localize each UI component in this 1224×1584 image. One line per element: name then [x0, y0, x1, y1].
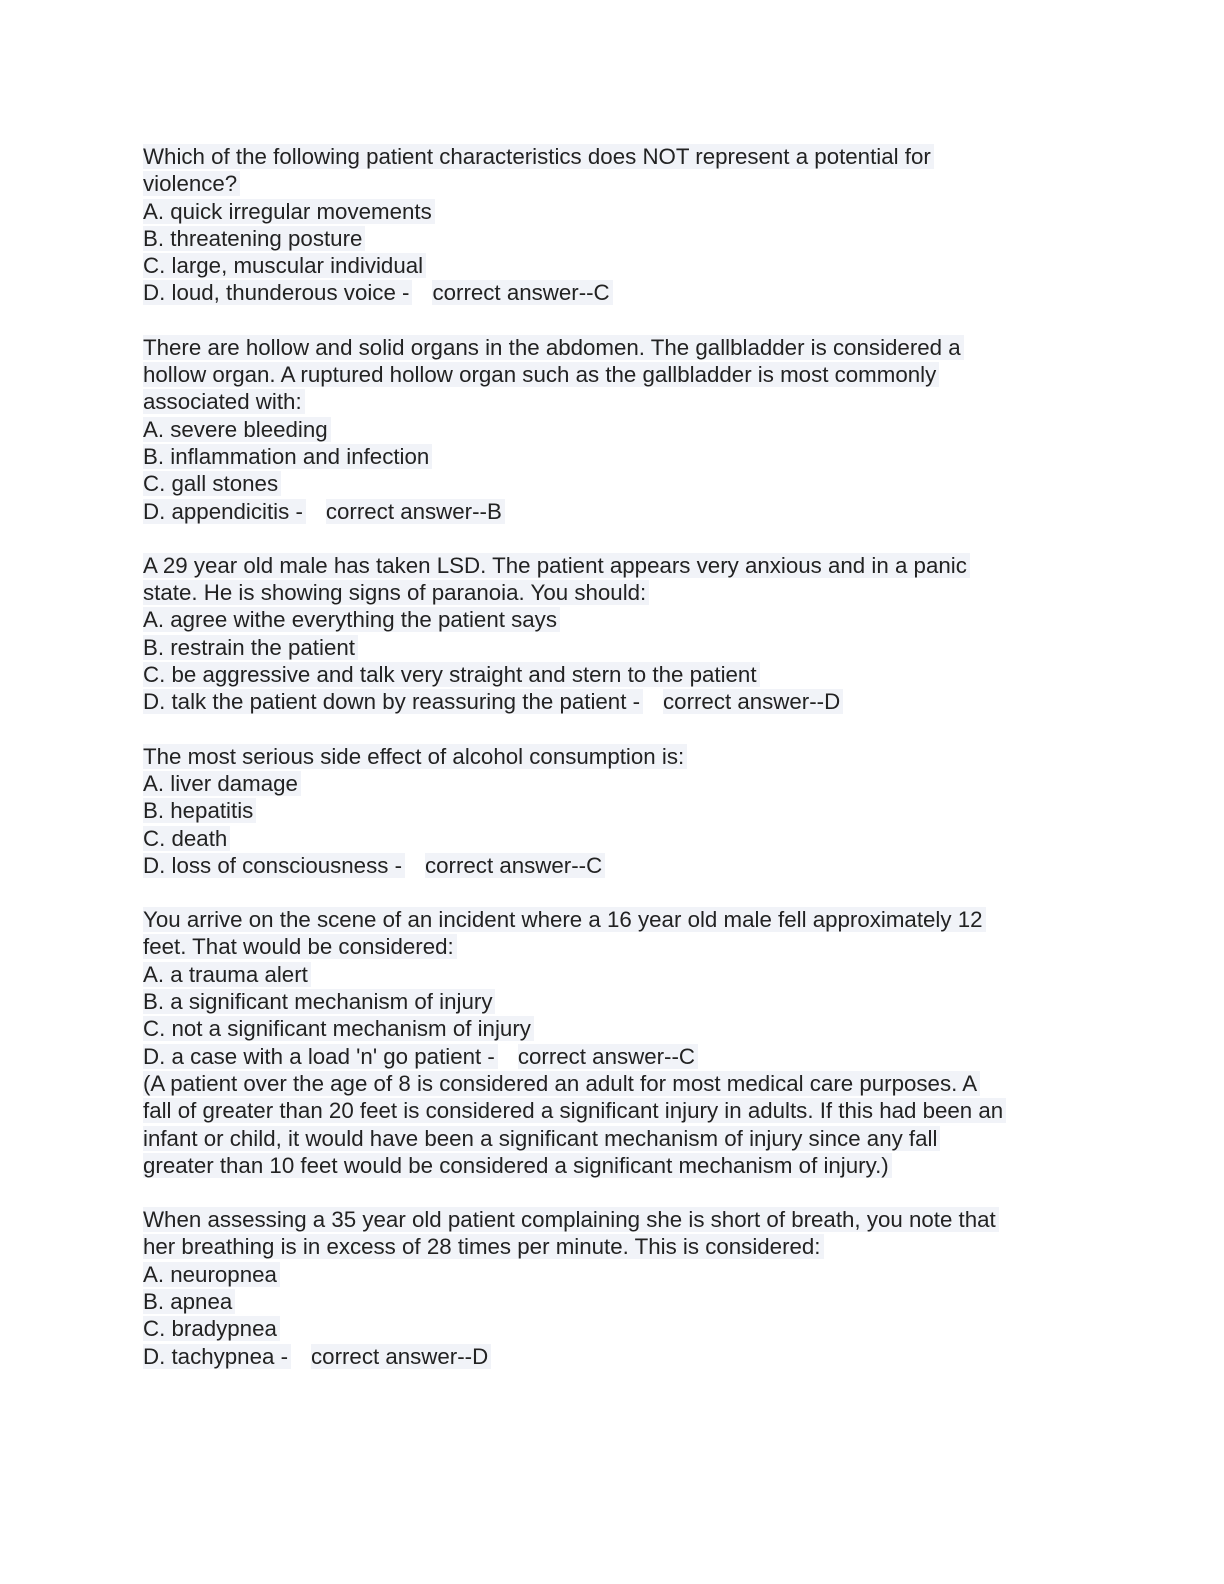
question-text: A 29 year old male has taken LSD. The patient appears very anxious and in a panic: [143, 553, 970, 578]
answer-option: B. a significant mechanism of injury: [143, 989, 495, 1014]
answer-option: D. loud, thunderous voice -: [143, 280, 412, 305]
question-text-line: [143, 143, 1073, 170]
explanation-text: greater than 10 feet would be considered a significant mechanism of injury.): [143, 1153, 892, 1178]
answer-option-line: [143, 1261, 1073, 1288]
explanation-text-line: [143, 1070, 1073, 1097]
answer-option-line: [143, 825, 1073, 852]
answer-option: C. not a significant mechanism of injury: [143, 1016, 534, 1041]
answer-option: A. a trauma alert: [143, 962, 311, 987]
question-text-line: [143, 579, 1073, 606]
explanation-text: (A patient over the age of 8 is considered an adult for most medical care purposes. A: [143, 1071, 980, 1096]
answer-option: D. loss of consciousness -: [143, 853, 405, 878]
question-text-line: [143, 334, 1073, 361]
answer-option-line: [143, 770, 1073, 797]
answer-option: C. large, muscular individual: [143, 253, 426, 278]
correct-answer: correct answer--C: [425, 853, 605, 878]
correct-answer: correct answer--D: [663, 689, 843, 714]
answer-option: B. inflammation and infection: [143, 444, 432, 469]
answer-option-line: [143, 797, 1073, 824]
correct-answer: correct answer--C: [432, 280, 612, 305]
question-block: [143, 552, 1073, 716]
answer-option-line: [143, 1015, 1073, 1042]
explanation-text-line: [143, 1152, 1073, 1179]
question-block: [143, 906, 1073, 1179]
question-block: [143, 1206, 1073, 1370]
answer-option: A. quick irregular movements: [143, 199, 435, 224]
document-page: [143, 143, 1073, 1397]
question-text: Which of the following patient characteristics does NOT represent a potential for: [143, 144, 934, 169]
correct-answer: correct answer--D: [311, 1344, 491, 1369]
answer-option: D. talk the patient down by reassuring the patient -: [143, 689, 643, 714]
correct-answer: correct answer--B: [326, 499, 505, 524]
answer-option-line: [143, 988, 1073, 1015]
question-text-line: [143, 361, 1073, 388]
question-text: The most serious side effect of alcohol consumption is:: [143, 744, 687, 769]
answer-option: A. neuropnea: [143, 1262, 280, 1287]
answer-option-line: [143, 1315, 1073, 1342]
answer-option-line: [143, 470, 1073, 497]
question-text-line: [143, 388, 1073, 415]
explanation-text: fall of greater than 20 feet is considered a significant injury in adults. If this had been an: [143, 1098, 1006, 1123]
answer-option-line: [143, 252, 1073, 279]
question-text: hollow organ. A ruptured hollow organ such as the gallbladder is most commonly: [143, 362, 939, 387]
answer-option-line: [143, 961, 1073, 988]
question-text-line: [143, 1206, 1073, 1233]
answer-option-line: [143, 443, 1073, 470]
explanation-text: infant or child, it would have been a significant mechanism of injury since any fall: [143, 1126, 940, 1151]
answer-option-line: [143, 1288, 1073, 1315]
answer-option: B. hepatitis: [143, 798, 256, 823]
answer-option-line: [143, 198, 1073, 225]
answer-option-line: [143, 634, 1073, 661]
question-text: When assessing a 35 year old patient complaining she is short of breath, you note that: [143, 1207, 999, 1232]
answer-option-line: [143, 279, 1073, 306]
answer-option: A. agree withe everything the patient says: [143, 607, 560, 632]
question-block: [143, 743, 1073, 879]
question-text: feet. That would be considered:: [143, 934, 457, 959]
answer-option: C. gall stones: [143, 471, 281, 496]
answer-option: D. a case with a load 'n' go patient -: [143, 1044, 498, 1069]
explanation-text-line: [143, 1125, 1073, 1152]
question-text: associated with:: [143, 389, 305, 414]
question-text-line: [143, 170, 1073, 197]
answer-option-line: [143, 852, 1073, 879]
answer-option-line: [143, 416, 1073, 443]
answer-option: C. bradypnea: [143, 1316, 280, 1341]
answer-option: A. liver damage: [143, 771, 301, 796]
correct-answer: correct answer--C: [518, 1044, 698, 1069]
question-text-line: [143, 743, 1073, 770]
question-text-line: [143, 933, 1073, 960]
answer-option: A. severe bleeding: [143, 417, 331, 442]
answer-option-line: [143, 225, 1073, 252]
question-text-line: [143, 906, 1073, 933]
question-block: [143, 334, 1073, 525]
answer-option-line: [143, 498, 1073, 525]
answer-option: C. be aggressive and talk very straight and stern to the patient: [143, 662, 760, 687]
question-text-line: [143, 1233, 1073, 1260]
question-text: her breathing is in excess of 28 times per minute. This is considered:: [143, 1234, 824, 1259]
answer-option: B. threatening posture: [143, 226, 365, 251]
answer-option-line: [143, 606, 1073, 633]
answer-option: C. death: [143, 826, 230, 851]
question-block: [143, 143, 1073, 307]
question-text-line: [143, 552, 1073, 579]
explanation-text-line: [143, 1097, 1073, 1124]
answer-option: B. apnea: [143, 1289, 235, 1314]
answer-option-line: [143, 1343, 1073, 1370]
answer-option-line: [143, 1043, 1073, 1070]
question-text: state. He is showing signs of paranoia. You should:: [143, 580, 649, 605]
question-text: There are hollow and solid organs in the abdomen. The gallbladder is considered a: [143, 335, 964, 360]
answer-option-line: [143, 661, 1073, 688]
answer-option: D. appendicitis -: [143, 499, 306, 524]
answer-option: B. restrain the patient: [143, 635, 358, 660]
answer-option-line: [143, 688, 1073, 715]
question-text: violence?: [143, 171, 240, 196]
answer-option: D. tachypnea -: [143, 1344, 291, 1369]
question-text: You arrive on the scene of an incident where a 16 year old male fell approximately 12: [143, 907, 986, 932]
